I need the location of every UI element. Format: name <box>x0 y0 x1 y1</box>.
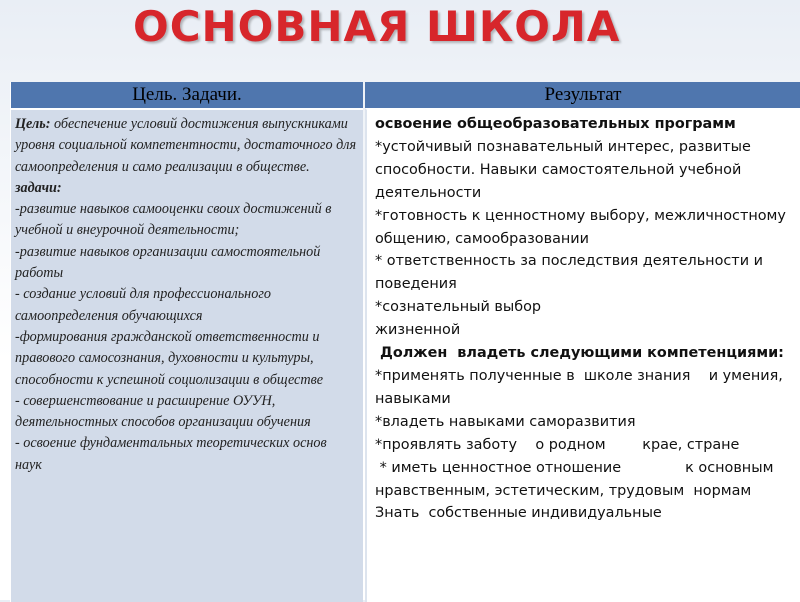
task-item: - освоение фундаментальных теоретических основ наук <box>15 435 327 473</box>
result-line: *сознательный выбор жизненной <box>375 299 542 339</box>
task-item: - создание условий для профессионального самоопределения обучающихся <box>15 286 271 324</box>
goal-text: обеспечение условий достижения выпускниками уровня социальной компетентности, достаточного для самоопределения и само реализации в обществе. <box>15 116 357 175</box>
task-item: -развитие навыков самооценки своих достижений в учебной и внеурочной деятельности; <box>15 201 332 239</box>
result-line: *проявлять заботу о родном крае, стране <box>375 436 740 453</box>
result-line: Должен владеть следующими компетенциями: <box>375 345 784 362</box>
result-line: *готовность к ценностному выбору, межличностному общению, самообразовании <box>375 207 791 247</box>
result-line: освоение общеобразовательных программ <box>375 116 736 132</box>
result-column <box>365 108 800 602</box>
result-line: * ответственность за последствия деятельности и поведения <box>375 253 768 293</box>
task-item: -формирования гражданской ответственности и правового самосознания, духовности и культуры, способности к успешной социолизации в обществе <box>15 328 324 388</box>
result-line: Знать собственные индивидуальные <box>375 505 662 522</box>
page-title: ОСНОВНАЯ ШКОЛА <box>133 2 621 51</box>
result-line: * иметь ценностное отношение к основным нравственным, эстетическим, трудовым нормам <box>375 459 783 499</box>
goal-label: Цель: <box>15 116 51 132</box>
goals-results-table <box>10 82 800 602</box>
result-text <box>367 110 800 525</box>
goals-column <box>11 108 363 602</box>
task-item: - совершенствование и расширение ОУУН, деятельностных способов организации обучения <box>15 392 311 431</box>
header-result: Результат <box>365 82 800 108</box>
task-item: -развитие навыков организации самостоятельной работы <box>15 243 321 282</box>
result-line: *применять полученные в школе знания и умения, навыками <box>375 367 788 407</box>
tasks-label: задачи: <box>15 179 62 196</box>
goal-paragraph <box>15 114 357 178</box>
header-goals: Цель. Задачи. <box>11 82 363 108</box>
result-line: *устойчивый познавательный интерес, развитые способности. Навыки самостоятельной учебной деятельности <box>375 138 756 201</box>
result-line: *владеть навыками саморазвития <box>375 413 636 430</box>
goals-text <box>11 110 363 476</box>
